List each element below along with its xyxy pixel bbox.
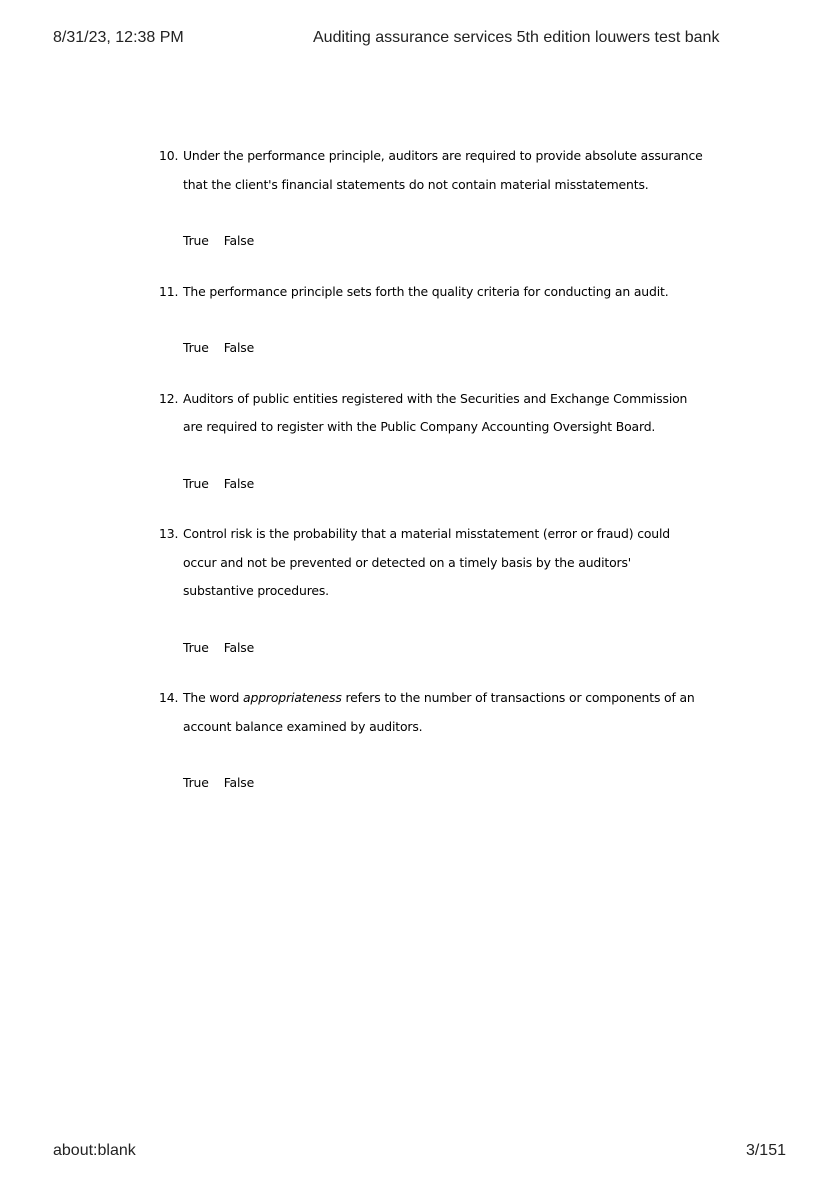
option-false[interactable]: False [223, 775, 255, 790]
question-text-emphasis: appropriateness [243, 690, 342, 705]
question-14 [159, 684, 704, 798]
question-text: Under the performance principle, auditors are required to provide absolute assurance that the client's financial statements do not contain material misstatements. [183, 148, 703, 192]
option-true[interactable]: True [183, 233, 209, 248]
question-13 [159, 520, 704, 684]
question-number: 11. [159, 283, 179, 299]
question-number: 13. [159, 526, 179, 541]
question-text: Control risk is the probability that a material misstatement (error or fraud) could occur and not be prevented or detected on a timely basis by the auditors' substantive procedures. [183, 526, 671, 598]
answer-options [183, 470, 704, 499]
question-number: 12. [159, 390, 179, 406]
question-text-before: The word [183, 690, 244, 705]
question-number: 10. [159, 148, 179, 163]
print-datetime: 8/31/23, 12:38 PM [53, 29, 184, 46]
option-false[interactable]: False [223, 639, 255, 655]
option-true[interactable]: True [183, 775, 209, 790]
question-text [183, 684, 704, 741]
answer-options [183, 769, 704, 798]
question-list [159, 142, 704, 798]
question-text-after: refers to the number of transactions or components of an account balance examined by auditors. [183, 690, 695, 734]
question-12 [159, 385, 704, 521]
print-header [0, 27, 840, 51]
option-false[interactable]: False [223, 340, 255, 355]
option-false[interactable]: False [223, 233, 255, 248]
answer-options [183, 634, 704, 663]
answer-options [183, 334, 704, 363]
option-true[interactable]: True [183, 639, 209, 655]
question-number: 14. [159, 690, 179, 705]
option-true[interactable]: True [183, 340, 209, 355]
print-footer [0, 1140, 840, 1164]
question-text: The performance principle sets forth the quality criteria for conducting an audit. [183, 283, 669, 299]
question-11 [159, 278, 704, 385]
document-title: Auditing assurance services 5th edition louwers test bank [313, 29, 720, 46]
page-number: 3/151 [745, 1142, 786, 1159]
question-text: Auditors of public entities registered with the Securities and Exchange Commission are required to register with the Public Company Accounting Oversight Board. [183, 390, 688, 434]
page-url: about:blank [53, 1142, 136, 1159]
answer-options [183, 227, 704, 256]
option-true[interactable]: True [183, 475, 209, 491]
question-10 [159, 142, 704, 278]
option-false[interactable]: False [223, 475, 255, 491]
